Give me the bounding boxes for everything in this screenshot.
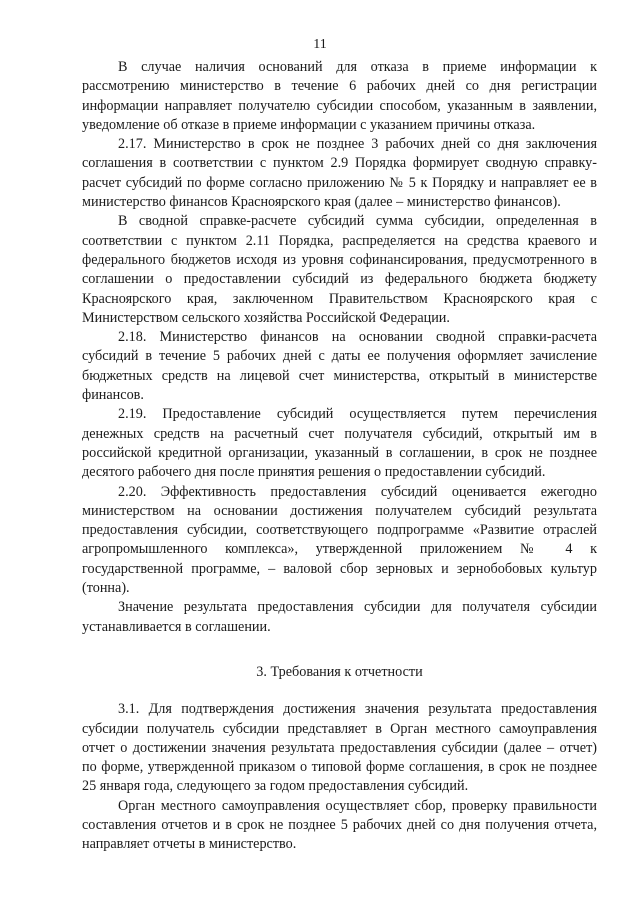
paragraph-2-20: 2.20. Эффективность предоставления субсидий оценивается ежегодно министерством на основании достижения получателем субсидий результата предоставления субсидии, соответствующего подпрограмме «Развитие отраслей агропромышленного комплекса», утвержденной приложением № 4 к государственной программе, – валовой сбор зерновых и зернобобовых культур (тонна).	[82, 483, 597, 597]
paragraph-2-18: 2.18. Министерство финансов на основании сводной справки-расчета субсидий в течение 5 рабочих дней с даты ее получения оформляет зачисление бюджетных средств на лицевой счет министерства, открытый в министерстве финансов.	[82, 329, 597, 404]
paragraph-result-value: Значение результата предоставления субсидии для получателя субсидии устанавливается в соглашении.	[82, 599, 597, 635]
paragraph-3-1: 3.1. Для подтверждения достижения значения результата предоставления субсидии получатель субсидии представляет в Орган местного самоуправления отчет о достижении значения результата предоставления субсидии (далее – отчет) по форме, утвержденной приказом о типовой форме соглашения, в срок не позднее 25 января года, следующего за годом предоставления субсидий.	[82, 701, 597, 795]
paragraph-2-19: 2.19. Предоставление субсидий осуществляется путем перечисления денежных средств на расчетный счет получателя субсидий, открытый им в российской кредитной организации, указанный в соглашении, в срок не позднее десятого рабочего дня после принятия решения о предоставлении субсидий.	[82, 406, 597, 481]
document-body	[82, 58, 597, 855]
paragraph-summary-calculation: В сводной справке-расчете субсидий сумма субсидии, определенная в соответствии с пунктом 2.11 Порядка, распределяется на средства краевого и федерального бюджетов исходя из уровня софинансирования, предусмотренного в соглашении о предоставлении субсидий из федерального бюджета бюджету Красноярского края, заключенном Правительством Красноярского края с Министерством сельского хозяйства Российской Федерации.	[82, 213, 597, 326]
section-heading-reporting: 3. Требования к отчетности	[256, 663, 423, 680]
paragraph-local-authority: Орган местного самоуправления осуществляет сбор, проверку правильности составления отчетов и в срок не позднее 5 рабочих дней со дня получения отчета, направляет отчеты в министерство.	[82, 797, 597, 853]
paragraph-2-17: 2.17. Министерство в срок не позднее 3 рабочих дней со дня заключения соглашения в соответствии с пунктом 2.9 Порядка формирует сводную справку-расчет субсидий по форме согласно приложению № 5 к Порядку и направляет ее в министерство финансов Красноярского края (далее – министерство финансов).	[82, 136, 597, 211]
spacer	[82, 637, 597, 663]
paragraph-refusal-notice: В случае наличия оснований для отказа в приеме информации к рассмотрению министерство в течение 6 рабочих дней со дня регистрации информации направляет получателю субсидии способом, указанным в заявлении, уведомление об отказе в приеме информации с указанием причины отказа.	[82, 59, 597, 133]
page-number: 11	[313, 37, 327, 52]
spacer	[82, 682, 597, 700]
